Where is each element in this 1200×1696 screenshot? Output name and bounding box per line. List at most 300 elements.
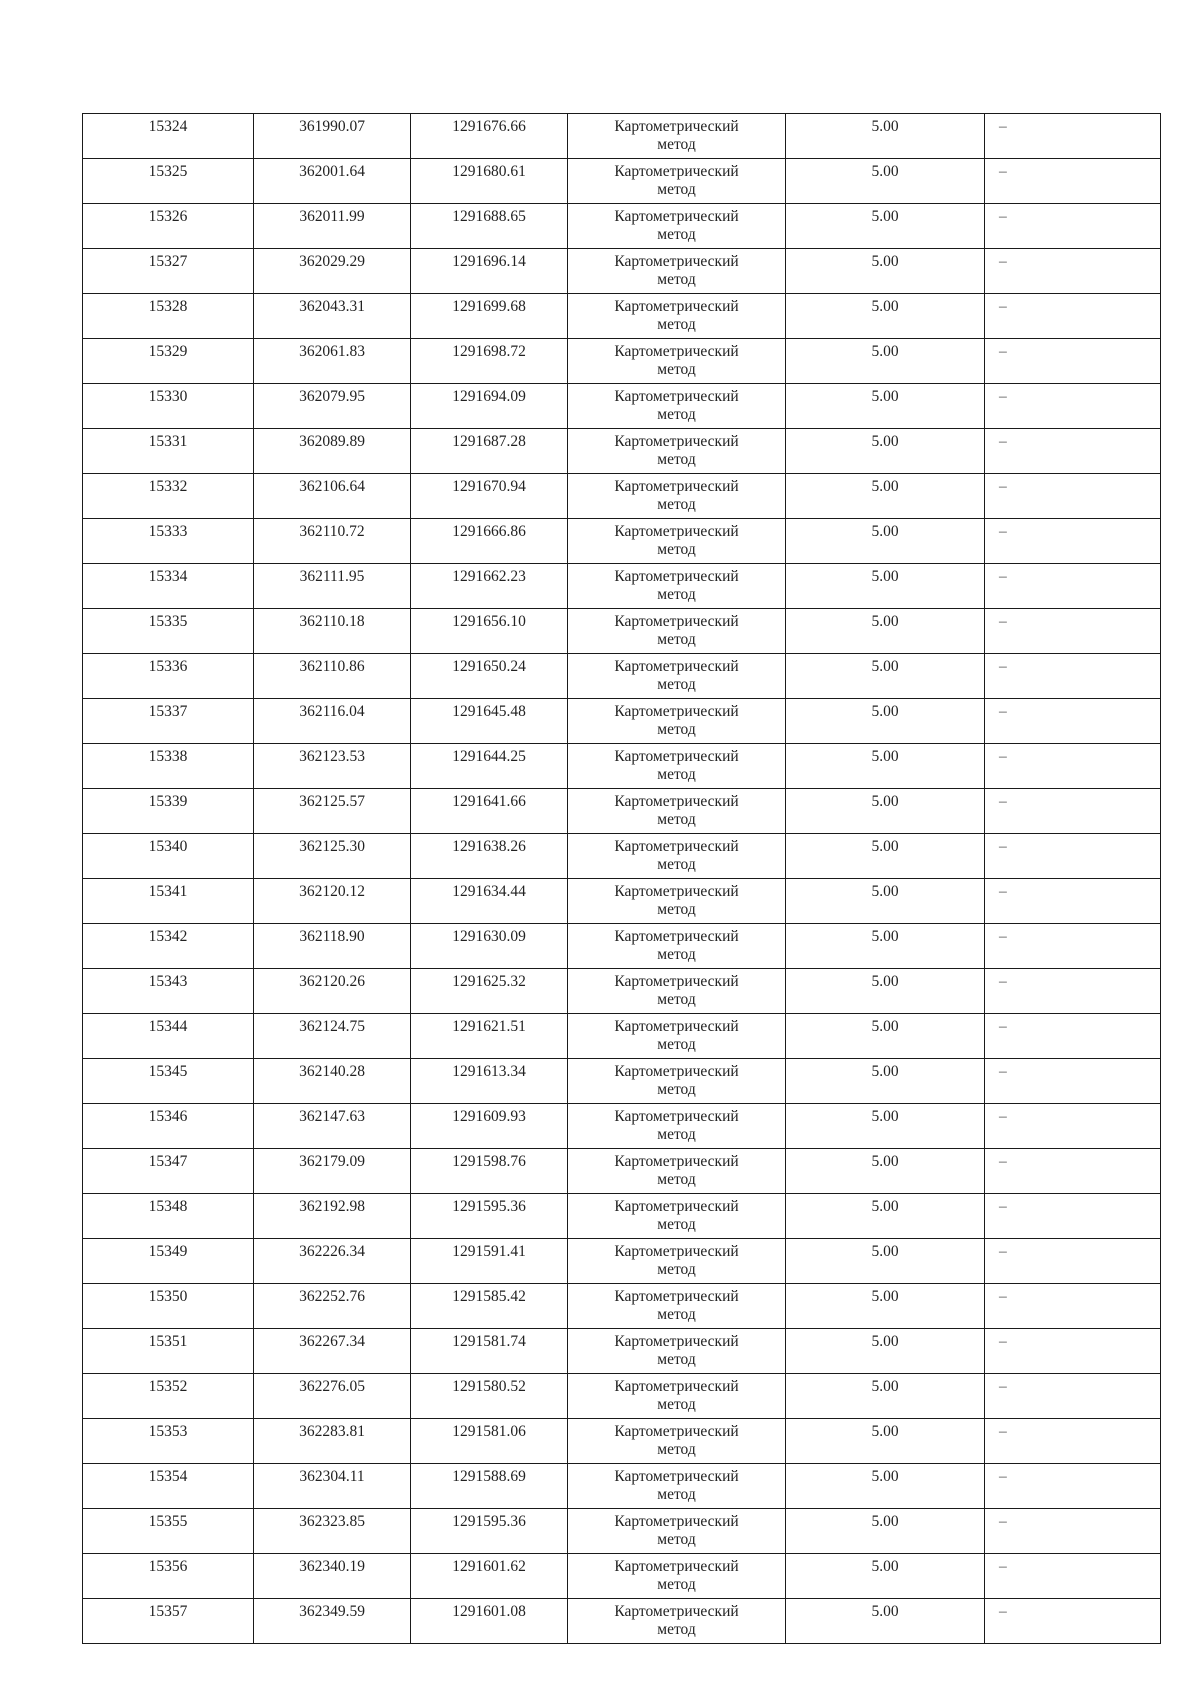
x-coordinate-cell: 362011.99	[254, 204, 411, 249]
note-cell: –	[985, 204, 1161, 249]
note-cell: –	[985, 699, 1161, 744]
precision-cell: 5.00	[786, 564, 985, 609]
y-coordinate-cell: 1291581.74	[411, 1329, 568, 1374]
point-number-cell: 15330	[83, 384, 254, 429]
method-line-2: метод	[657, 1126, 696, 1143]
method-line-1: Картометрический	[614, 1018, 739, 1035]
x-coordinate-cell: 362043.31	[254, 294, 411, 339]
note-cell: –	[985, 1149, 1161, 1194]
precision-cell: 5.00	[786, 204, 985, 249]
point-number-cell: 15355	[83, 1509, 254, 1554]
precision-cell: 5.00	[786, 429, 985, 474]
x-coordinate-cell: 362179.09	[254, 1149, 411, 1194]
y-coordinate-cell: 1291676.66	[411, 114, 568, 159]
method-cell	[568, 249, 786, 294]
point-number-cell: 15327	[83, 249, 254, 294]
point-number-cell: 15351	[83, 1329, 254, 1374]
table-row	[83, 654, 1161, 699]
method-line-1: Картометрический	[614, 613, 739, 630]
y-coordinate-cell: 1291581.06	[411, 1419, 568, 1464]
note-cell: –	[985, 519, 1161, 564]
x-coordinate-cell: 362276.05	[254, 1374, 411, 1419]
y-coordinate-cell: 1291656.10	[411, 609, 568, 654]
note-cell: –	[985, 294, 1161, 339]
method-cell	[568, 834, 786, 879]
table-row	[83, 249, 1161, 294]
method-cell	[568, 1419, 786, 1464]
precision-cell: 5.00	[786, 159, 985, 204]
table-row	[83, 114, 1161, 159]
note-cell: –	[985, 384, 1161, 429]
method-line-1: Картометрический	[614, 163, 739, 180]
method-line-1: Картометрический	[614, 793, 739, 810]
table-row	[83, 1329, 1161, 1374]
y-coordinate-cell: 1291680.61	[411, 159, 568, 204]
method-line-1: Картометрический	[614, 388, 739, 405]
y-coordinate-cell: 1291696.14	[411, 249, 568, 294]
precision-cell: 5.00	[786, 339, 985, 384]
y-coordinate-cell: 1291687.28	[411, 429, 568, 474]
note-cell: –	[985, 159, 1161, 204]
x-coordinate-cell: 362120.12	[254, 879, 411, 924]
note-cell: –	[985, 1554, 1161, 1599]
x-coordinate-cell: 362125.57	[254, 789, 411, 834]
note-cell: –	[985, 339, 1161, 384]
method-line-2: метод	[657, 1621, 696, 1638]
precision-cell: 5.00	[786, 879, 985, 924]
method-cell	[568, 204, 786, 249]
note-cell: –	[985, 1104, 1161, 1149]
table-row	[83, 429, 1161, 474]
method-cell	[568, 474, 786, 519]
note-cell: –	[985, 1599, 1161, 1644]
table-row	[83, 924, 1161, 969]
method-cell	[568, 1194, 786, 1239]
table-row	[83, 1014, 1161, 1059]
method-line-1: Картометрический	[614, 1063, 739, 1080]
note-cell: –	[985, 1014, 1161, 1059]
method-line-2: метод	[657, 901, 696, 918]
table-row	[83, 1104, 1161, 1149]
point-number-cell: 15352	[83, 1374, 254, 1419]
method-cell	[568, 1509, 786, 1554]
x-coordinate-cell: 362029.29	[254, 249, 411, 294]
method-line-1: Картометрический	[614, 703, 739, 720]
note-cell: –	[985, 1059, 1161, 1104]
method-line-1: Картометрический	[614, 883, 739, 900]
x-coordinate-cell: 362124.75	[254, 1014, 411, 1059]
point-number-cell: 15325	[83, 159, 254, 204]
point-number-cell: 15354	[83, 1464, 254, 1509]
method-cell	[568, 1149, 786, 1194]
y-coordinate-cell: 1291595.36	[411, 1194, 568, 1239]
point-number-cell: 15335	[83, 609, 254, 654]
table-row	[83, 1374, 1161, 1419]
y-coordinate-cell: 1291641.66	[411, 789, 568, 834]
method-line-2: метод	[657, 1531, 696, 1548]
table-row	[83, 969, 1161, 1014]
table-row	[83, 1059, 1161, 1104]
method-line-2: метод	[657, 226, 696, 243]
table-row	[83, 564, 1161, 609]
method-cell	[568, 924, 786, 969]
precision-cell: 5.00	[786, 519, 985, 564]
point-number-cell: 15343	[83, 969, 254, 1014]
method-line-1: Картометрический	[614, 838, 739, 855]
method-cell	[568, 879, 786, 924]
method-line-2: метод	[657, 406, 696, 423]
precision-cell: 5.00	[786, 609, 985, 654]
method-cell	[568, 1104, 786, 1149]
table-row	[83, 1419, 1161, 1464]
method-line-2: метод	[657, 586, 696, 603]
method-line-1: Картометрический	[614, 523, 739, 540]
y-coordinate-cell: 1291621.51	[411, 1014, 568, 1059]
method-cell	[568, 789, 786, 834]
x-coordinate-cell: 362304.11	[254, 1464, 411, 1509]
method-line-2: метод	[657, 1576, 696, 1593]
table-row	[83, 609, 1161, 654]
y-coordinate-cell: 1291598.76	[411, 1149, 568, 1194]
table-row	[83, 1464, 1161, 1509]
point-number-cell: 15356	[83, 1554, 254, 1599]
method-line-1: Картометрический	[614, 973, 739, 990]
method-line-2: метод	[657, 811, 696, 828]
note-cell: –	[985, 1239, 1161, 1284]
precision-cell: 5.00	[786, 654, 985, 699]
x-coordinate-cell: 362110.72	[254, 519, 411, 564]
y-coordinate-cell: 1291585.42	[411, 1284, 568, 1329]
table-row	[83, 294, 1161, 339]
method-line-1: Картометрический	[614, 1198, 739, 1215]
point-number-cell: 15348	[83, 1194, 254, 1239]
point-number-cell: 15345	[83, 1059, 254, 1104]
precision-cell: 5.00	[786, 1464, 985, 1509]
point-number-cell: 15347	[83, 1149, 254, 1194]
method-line-2: метод	[657, 631, 696, 648]
precision-cell: 5.00	[786, 1239, 985, 1284]
point-number-cell: 15357	[83, 1599, 254, 1644]
method-cell	[568, 1599, 786, 1644]
precision-cell: 5.00	[786, 834, 985, 879]
table-row	[83, 789, 1161, 834]
x-coordinate-cell: 362110.18	[254, 609, 411, 654]
method-line-2: метод	[657, 676, 696, 693]
table-row	[83, 1239, 1161, 1284]
point-number-cell: 15326	[83, 204, 254, 249]
y-coordinate-cell: 1291580.52	[411, 1374, 568, 1419]
method-cell	[568, 384, 786, 429]
note-cell: –	[985, 879, 1161, 924]
table-row	[83, 879, 1161, 924]
y-coordinate-cell: 1291613.34	[411, 1059, 568, 1104]
note-cell: –	[985, 609, 1161, 654]
y-coordinate-cell: 1291699.68	[411, 294, 568, 339]
note-cell: –	[985, 474, 1161, 519]
method-line-1: Картометрический	[614, 118, 739, 135]
method-cell	[568, 564, 786, 609]
x-coordinate-cell: 362079.95	[254, 384, 411, 429]
method-line-2: метод	[657, 1396, 696, 1413]
precision-cell: 5.00	[786, 1419, 985, 1464]
method-cell	[568, 654, 786, 699]
point-number-cell: 15350	[83, 1284, 254, 1329]
note-cell: –	[985, 429, 1161, 474]
method-line-2: метод	[657, 451, 696, 468]
y-coordinate-cell: 1291670.94	[411, 474, 568, 519]
note-cell: –	[985, 654, 1161, 699]
point-number-cell: 15341	[83, 879, 254, 924]
method-cell	[568, 744, 786, 789]
y-coordinate-cell: 1291609.93	[411, 1104, 568, 1149]
y-coordinate-cell: 1291698.72	[411, 339, 568, 384]
method-line-1: Картометрический	[614, 1333, 739, 1350]
method-line-1: Картометрический	[614, 253, 739, 270]
method-line-1: Картометрический	[614, 658, 739, 675]
method-line-2: метод	[657, 1171, 696, 1188]
point-number-cell: 15346	[83, 1104, 254, 1149]
point-number-cell: 15328	[83, 294, 254, 339]
note-cell: –	[985, 249, 1161, 294]
point-number-cell: 15338	[83, 744, 254, 789]
precision-cell: 5.00	[786, 789, 985, 834]
precision-cell: 5.00	[786, 699, 985, 744]
note-cell: –	[985, 564, 1161, 609]
y-coordinate-cell: 1291601.08	[411, 1599, 568, 1644]
x-coordinate-cell: 362267.34	[254, 1329, 411, 1374]
method-line-2: метод	[657, 946, 696, 963]
method-line-1: Картометрический	[614, 1243, 739, 1260]
method-line-2: метод	[657, 541, 696, 558]
precision-cell: 5.00	[786, 1104, 985, 1149]
x-coordinate-cell: 362283.81	[254, 1419, 411, 1464]
method-line-1: Картометрический	[614, 1108, 739, 1125]
method-cell	[568, 1374, 786, 1419]
method-line-1: Картометрический	[614, 1378, 739, 1395]
x-coordinate-cell: 362125.30	[254, 834, 411, 879]
method-line-2: метод	[657, 1261, 696, 1278]
point-number-cell: 15329	[83, 339, 254, 384]
method-line-2: метод	[657, 316, 696, 333]
precision-cell: 5.00	[786, 1284, 985, 1329]
y-coordinate-cell: 1291650.24	[411, 654, 568, 699]
method-line-1: Картометрический	[614, 1513, 739, 1530]
precision-cell: 5.00	[786, 114, 985, 159]
x-coordinate-cell: 362116.04	[254, 699, 411, 744]
method-cell	[568, 1239, 786, 1284]
method-line-1: Картометрический	[614, 748, 739, 765]
method-line-2: метод	[657, 136, 696, 153]
table-row	[83, 699, 1161, 744]
note-cell: –	[985, 744, 1161, 789]
method-line-1: Картометрический	[614, 1468, 739, 1485]
y-coordinate-cell: 1291645.48	[411, 699, 568, 744]
point-number-cell: 15340	[83, 834, 254, 879]
point-number-cell: 15339	[83, 789, 254, 834]
precision-cell: 5.00	[786, 294, 985, 339]
method-cell	[568, 1284, 786, 1329]
note-cell: –	[985, 1374, 1161, 1419]
table-row	[83, 744, 1161, 789]
table-row	[83, 1284, 1161, 1329]
y-coordinate-cell: 1291634.44	[411, 879, 568, 924]
note-cell: –	[985, 1509, 1161, 1554]
x-coordinate-cell: 362323.85	[254, 1509, 411, 1554]
x-coordinate-cell: 362120.26	[254, 969, 411, 1014]
note-cell: –	[985, 1419, 1161, 1464]
table-row	[83, 474, 1161, 519]
table-row	[83, 1149, 1161, 1194]
y-coordinate-cell: 1291588.69	[411, 1464, 568, 1509]
note-cell: –	[985, 1464, 1161, 1509]
precision-cell: 5.00	[786, 1014, 985, 1059]
precision-cell: 5.00	[786, 1374, 985, 1419]
point-number-cell: 15342	[83, 924, 254, 969]
table-row	[83, 1194, 1161, 1239]
point-number-cell: 15331	[83, 429, 254, 474]
method-cell	[568, 339, 786, 384]
point-number-cell: 15349	[83, 1239, 254, 1284]
method-line-2: метод	[657, 181, 696, 198]
table-row	[83, 1509, 1161, 1554]
precision-cell: 5.00	[786, 1554, 985, 1599]
x-coordinate-cell: 361990.07	[254, 114, 411, 159]
method-cell	[568, 114, 786, 159]
table-row	[83, 204, 1161, 249]
x-coordinate-cell: 362089.89	[254, 429, 411, 474]
method-line-2: метод	[657, 1081, 696, 1098]
method-line-1: Картометрический	[614, 928, 739, 945]
table-row	[83, 834, 1161, 879]
method-line-2: метод	[657, 766, 696, 783]
point-number-cell: 15353	[83, 1419, 254, 1464]
method-line-1: Картометрический	[614, 1153, 739, 1170]
y-coordinate-cell: 1291662.23	[411, 564, 568, 609]
x-coordinate-cell: 362192.98	[254, 1194, 411, 1239]
method-line-2: метод	[657, 1486, 696, 1503]
table-row	[83, 384, 1161, 429]
y-coordinate-cell: 1291688.65	[411, 204, 568, 249]
y-coordinate-cell: 1291694.09	[411, 384, 568, 429]
method-line-2: метод	[657, 271, 696, 288]
method-line-2: метод	[657, 991, 696, 1008]
point-number-cell: 15333	[83, 519, 254, 564]
method-line-2: метод	[657, 856, 696, 873]
x-coordinate-cell: 362252.76	[254, 1284, 411, 1329]
y-coordinate-cell: 1291630.09	[411, 924, 568, 969]
table-row	[83, 1554, 1161, 1599]
precision-cell: 5.00	[786, 1329, 985, 1374]
y-coordinate-cell: 1291644.25	[411, 744, 568, 789]
note-cell: –	[985, 1194, 1161, 1239]
x-coordinate-cell: 362111.95	[254, 564, 411, 609]
method-cell	[568, 969, 786, 1014]
y-coordinate-cell: 1291595.36	[411, 1509, 568, 1554]
precision-cell: 5.00	[786, 1059, 985, 1104]
x-coordinate-cell: 362118.90	[254, 924, 411, 969]
coordinates-table	[82, 113, 1161, 1644]
x-coordinate-cell: 362123.53	[254, 744, 411, 789]
point-number-cell: 15344	[83, 1014, 254, 1059]
table-row	[83, 339, 1161, 384]
point-number-cell: 15337	[83, 699, 254, 744]
method-line-1: Картометрический	[614, 568, 739, 585]
method-line-1: Картометрический	[614, 1288, 739, 1305]
x-coordinate-cell: 362340.19	[254, 1554, 411, 1599]
method-line-1: Картометрический	[614, 298, 739, 315]
method-line-1: Картометрический	[614, 1558, 739, 1575]
point-number-cell: 15324	[83, 114, 254, 159]
y-coordinate-cell: 1291666.86	[411, 519, 568, 564]
method-cell	[568, 294, 786, 339]
precision-cell: 5.00	[786, 744, 985, 789]
precision-cell: 5.00	[786, 474, 985, 519]
method-cell	[568, 699, 786, 744]
y-coordinate-cell: 1291638.26	[411, 834, 568, 879]
method-line-1: Картометрический	[614, 1603, 739, 1620]
y-coordinate-cell: 1291601.62	[411, 1554, 568, 1599]
note-cell: –	[985, 1284, 1161, 1329]
method-cell	[568, 159, 786, 204]
x-coordinate-cell: 362147.63	[254, 1104, 411, 1149]
x-coordinate-cell: 362226.34	[254, 1239, 411, 1284]
table-row	[83, 1599, 1161, 1644]
method-cell	[568, 1059, 786, 1104]
point-number-cell: 15336	[83, 654, 254, 699]
method-cell	[568, 429, 786, 474]
method-line-1: Картометрический	[614, 343, 739, 360]
point-number-cell: 15332	[83, 474, 254, 519]
note-cell: –	[985, 969, 1161, 1014]
method-line-2: метод	[657, 496, 696, 513]
method-cell	[568, 1554, 786, 1599]
note-cell: –	[985, 114, 1161, 159]
precision-cell: 5.00	[786, 249, 985, 294]
method-cell	[568, 1014, 786, 1059]
note-cell: –	[985, 834, 1161, 879]
method-line-2: метод	[657, 721, 696, 738]
method-line-2: метод	[657, 1036, 696, 1053]
method-cell	[568, 519, 786, 564]
method-line-2: метод	[657, 1441, 696, 1458]
method-line-2: метод	[657, 361, 696, 378]
method-line-1: Картометрический	[614, 433, 739, 450]
precision-cell: 5.00	[786, 969, 985, 1014]
method-cell	[568, 1464, 786, 1509]
precision-cell: 5.00	[786, 1194, 985, 1239]
note-cell: –	[985, 924, 1161, 969]
y-coordinate-cell: 1291625.32	[411, 969, 568, 1014]
method-line-1: Картометрический	[614, 208, 739, 225]
method-cell	[568, 609, 786, 654]
coordinates-table-body	[83, 114, 1161, 1644]
x-coordinate-cell: 362106.64	[254, 474, 411, 519]
table-row	[83, 159, 1161, 204]
method-line-1: Картометрический	[614, 1423, 739, 1440]
y-coordinate-cell: 1291591.41	[411, 1239, 568, 1284]
precision-cell: 5.00	[786, 1509, 985, 1554]
table-row	[83, 519, 1161, 564]
method-line-2: метод	[657, 1351, 696, 1368]
x-coordinate-cell: 362001.64	[254, 159, 411, 204]
x-coordinate-cell: 362140.28	[254, 1059, 411, 1104]
precision-cell: 5.00	[786, 1599, 985, 1644]
x-coordinate-cell: 362110.86	[254, 654, 411, 699]
x-coordinate-cell: 362349.59	[254, 1599, 411, 1644]
note-cell: –	[985, 789, 1161, 834]
x-coordinate-cell: 362061.83	[254, 339, 411, 384]
method-line-2: метод	[657, 1216, 696, 1233]
